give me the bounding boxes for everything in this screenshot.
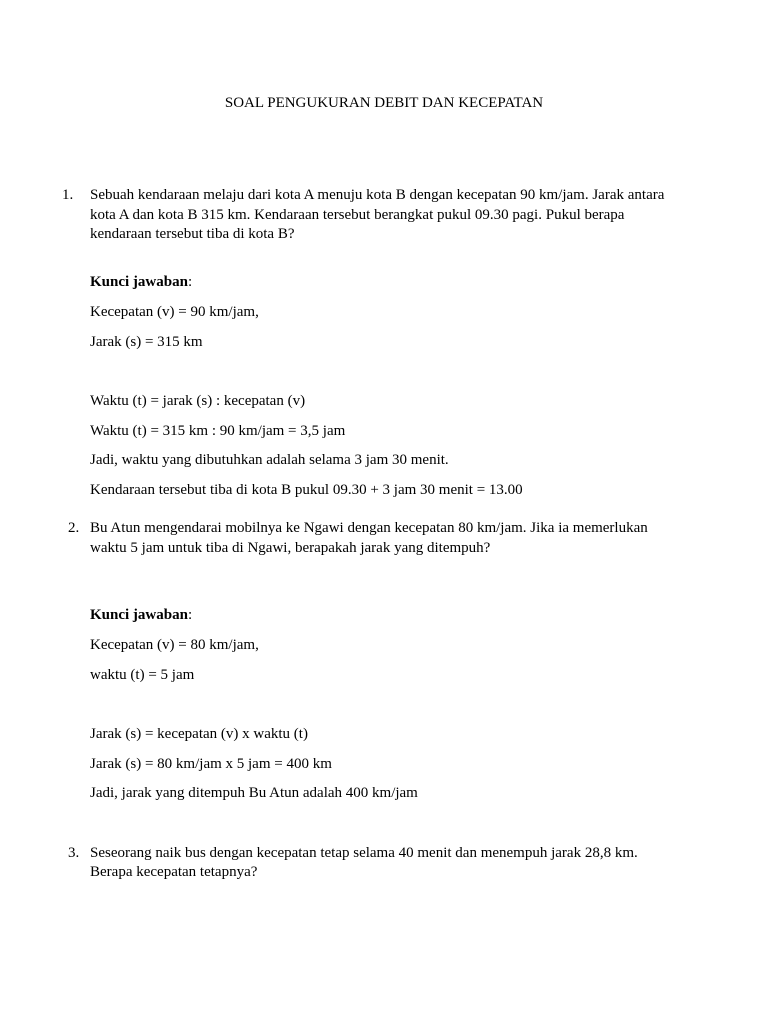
- answer-key-label: Kunci jawaban: [90, 607, 188, 623]
- answer-line: Jadi, waktu yang dibutuhkan adalah selama 3 jam 30 menit.: [90, 452, 449, 468]
- answer-line: Kecepatan (v) = 80 km/jam,: [90, 637, 259, 653]
- answer-line: waktu (t) = 5 jam: [90, 667, 195, 683]
- answer-line: Kendaraan tersebut tiba di kota B pukul 09.30 + 3 jam 30 menit = 13.00: [90, 482, 523, 498]
- answer-line: Jadi, jarak yang ditempuh Bu Atun adalah 400 km/jam: [90, 785, 418, 801]
- question-text-line: Seseorang naik bus dengan kecepatan tetap selama 40 menit dan menempuh jarak 28,8 km.: [90, 845, 638, 861]
- answer-key-colon: :: [187, 274, 193, 290]
- answer-line: Waktu (t) = jarak (s) : kecepatan (v): [90, 393, 306, 409]
- answer-key-heading: [90, 273, 192, 291]
- question-number: 3.: [68, 845, 80, 861]
- answer-line: Jarak (s) = kecepatan (v) x waktu (t): [90, 726, 308, 742]
- answer-key-label: Kunci jawaban: [90, 274, 188, 290]
- answer-key-colon: :: [187, 607, 193, 623]
- question-number: 2.: [68, 520, 80, 536]
- question-text-line: Berapa kecepatan tetapnya?: [90, 864, 258, 880]
- question-number: 1.: [62, 187, 74, 203]
- document-title: SOAL PENGUKURAN DEBIT DAN KECEPATAN: [224, 95, 544, 111]
- answer-line: Waktu (t) = 315 km : 90 km/jam = 3,5 jam: [90, 423, 346, 439]
- question-text-line: Bu Atun mengendarai mobilnya ke Ngawi dengan kecepatan 80 km/jam. Jika ia memerlukan: [90, 520, 648, 536]
- question-text-line: kendaraan tersebut tiba di kota B?: [90, 226, 295, 242]
- question-text-line: waktu 5 jam untuk tiba di Ngawi, berapakah jarak yang ditempuh?: [90, 540, 491, 556]
- question-text-line: Sebuah kendaraan melaju dari kota A menuju kota B dengan kecepatan 90 km/jam. Jarak antara: [90, 187, 665, 203]
- answer-key-heading: [90, 606, 192, 624]
- answer-line: Kecepatan (v) = 90 km/jam,: [90, 304, 259, 320]
- question-text-line: kota A dan kota B 315 km. Kendaraan tersebut berangkat pukul 09.30 pagi. Pukul berapa: [90, 207, 625, 223]
- answer-line: Jarak (s) = 80 km/jam x 5 jam = 400 km: [90, 756, 332, 772]
- answer-line: Jarak (s) = 315 km: [90, 334, 203, 350]
